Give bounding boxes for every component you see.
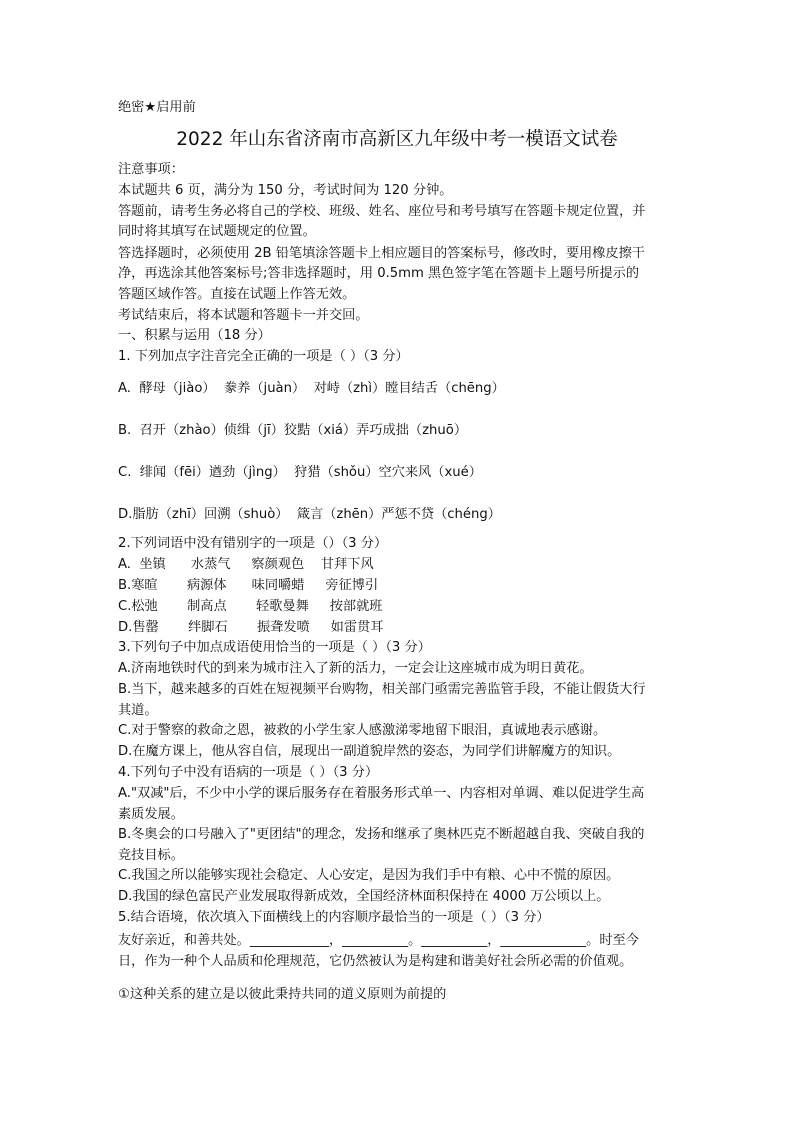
answer-option: C. 绯闻（fēi）遒劲（jìng） 狩猎（shǒu）空穴来风（xué） bbox=[118, 465, 482, 480]
answer-option: C.松弛 制高点 轻歌曼舞 按部就班 bbox=[118, 599, 383, 614]
question-stem: 2.下列词语中没有错别字的一项是（）（3 分） bbox=[118, 536, 388, 551]
answer-option: A."双减"后，不少中小学的课后服务存在着服务形式单一、内容相对单调、难以促进学生高 bbox=[118, 786, 645, 801]
answer-option-cont: 素质发展。 bbox=[118, 807, 184, 822]
question-stem: 5.结合语境，依次填入下面横线上的内容顺序最恰当的一项是（ ）（3 分） bbox=[118, 910, 550, 925]
answer-option: D.脂肪（zhī）回溯（shuò） 箴言（zhēn）严惩不贷（chéng） bbox=[118, 507, 501, 522]
notes-line: 答题区域作答。直接在试题上作答无效。 bbox=[118, 287, 356, 302]
secret-label: 绝密★启用前 bbox=[118, 100, 196, 115]
answer-option: C.我国之所以能够实现社会稳定、人心安定，是因为我们手中有粮、心中不慌的原因。 bbox=[118, 868, 620, 883]
answer-option: A. 酵母（jiào） 豢养（juàn） 对峙（zhì）瞠目结舌（chēng） bbox=[118, 381, 505, 396]
answer-option: B.冬奥会的口号融入了"更团结"的理念，发扬和继承了奥林匹克不断超越自我、突破自我的 bbox=[118, 827, 645, 842]
notes-line: 本试题共 6 页，满分为 150 分，考试时间为 120 分钟。 bbox=[118, 183, 453, 198]
notes-line: 答题前，请考生务必将自己的学校、班级、姓名、座位号和考号填写在答题卡规定位置，并 bbox=[118, 204, 646, 219]
exam-title: 2022 年山东省济南市高新区九年级中考一模语文试卷 bbox=[176, 129, 618, 150]
answer-option: B. 召开（zhào）侦缉（jī）狡黠（xiá）弄巧成拙（zhuō） bbox=[118, 423, 468, 438]
notes-line: 考试结束后，将本试题和答题卡一并交回。 bbox=[118, 308, 369, 323]
fill-blank-passage: 友好亲近，和善共处。____________，__________。__________，_____________。时至今 bbox=[118, 933, 639, 948]
answer-option: C.对于警察的救命之恩，被救的小学生家人感激涕零地留下眼泪，真诚地表示感谢。 bbox=[118, 723, 607, 738]
notes-line: 答选择题时，必须使用 2B 铅笔填涂答题卡上相应题目的答案标号，修改时，要用橡皮擦干 bbox=[118, 246, 645, 261]
notes-heading: 注意事项： bbox=[118, 162, 184, 177]
section-heading: 一、积累与运用（18 分） bbox=[118, 328, 271, 343]
answer-option: A. 坐镇 水蒸气 察颜观色 甘拜下风 bbox=[118, 557, 374, 572]
question-stem: 1. 下列加点字注音完全正确的一项是（ ）（3 分） bbox=[118, 349, 409, 364]
answer-option: A.济南地铁时代的到来为城市注入了新的活力，一定会让这座城市成为明日黄花。 bbox=[118, 661, 593, 676]
question-stem: 4.下列句子中没有语病的一项是（ ）（3 分） bbox=[118, 765, 379, 780]
answer-option: D.在魔方课上，他从容自信，展现出一副道貌岸然的姿态，为同学们讲解魔方的知识。 bbox=[118, 744, 621, 759]
sentence-item: ①这种关系的建立是以彼此秉持共同的道义原则为前提的 bbox=[118, 987, 447, 1002]
answer-option-cont: 竞技目标。 bbox=[118, 848, 184, 863]
answer-option: B.寒暄 病源体 味同嚼蜡 旁征博引 bbox=[118, 578, 379, 593]
fill-blank-passage-cont: 日，作为一种个人品质和伦理规范，它仍然被认为是构建和谐美好社会所必需的价值观。 bbox=[118, 954, 633, 969]
notes-line: 同时将其填写在试题规定的位置。 bbox=[118, 224, 316, 239]
answer-option: D.售罄 绊脚石 振聋发喷 如雷贯耳 bbox=[118, 620, 384, 635]
answer-option-cont: 其道。 bbox=[118, 703, 158, 718]
question-stem: 3.下列句子中加点成语使用恰当的一项是（ ）（3 分） bbox=[118, 640, 431, 655]
notes-line: 净，再选涂其他答案标号;答非选择题时，用 0.5mm 黑色签字笔在答题卡上题号所提示的 bbox=[118, 266, 640, 281]
answer-option: D.我国的绿色富民产业发展取得新成效，全国经济林面积保持在 4000 万公顷以上。 bbox=[118, 889, 610, 904]
answer-option: B.当下，越来越多的百姓在短视频平台购物，相关部门亟需完善监管手段，不能让假货大行 bbox=[118, 682, 646, 697]
